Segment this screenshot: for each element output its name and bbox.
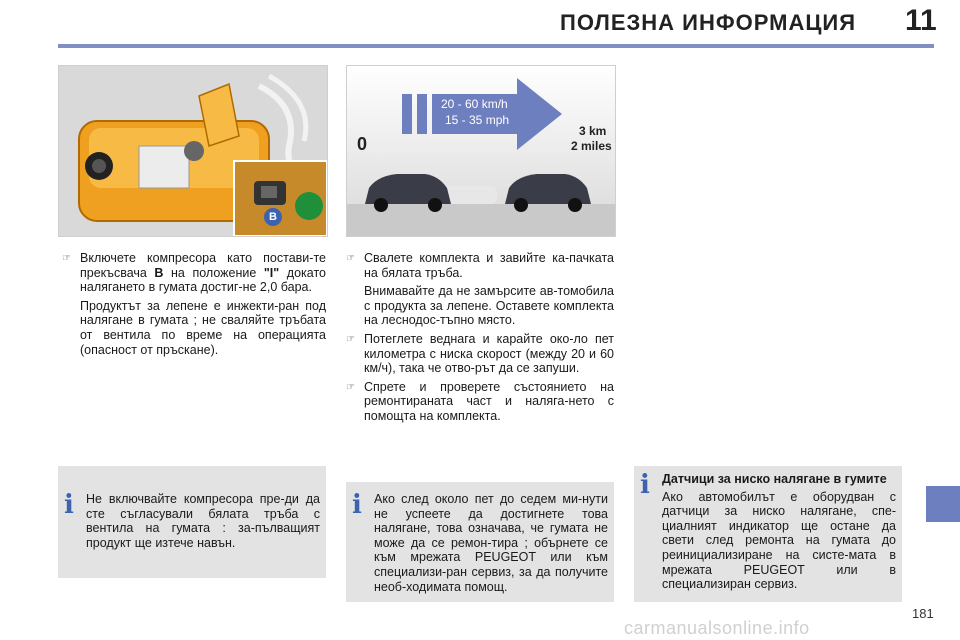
info-box-pressure-help: i Ако след около пет до седем ми-нути не успеете да достигнете това налягане, това означава, че гумата не може да се ремон-тира ; обърнете се към мрежата PEUGEOT или към специализи-ран сервиз, за да получите необ-ходимата помощ.	[346, 482, 614, 602]
distance-start-label: 0	[357, 134, 368, 154]
pointing-hand-icon: ☞	[346, 381, 355, 393]
box-body: Ако автомобилът е оборудван с датчици за ниско налягане, спе-циалният индикатор ще остане да свети след ремонта на гумата до реинициализиране на систе-мата в мрежата PEUGEOT или в специализиран сервиз.	[662, 489, 896, 592]
paragraph: Продуктът за лепене е инжекти-ран под налягане в гумата ; не сваляйте тръбата от вентила по време на операцията (опасност от пръскане).	[80, 298, 326, 357]
distance-miles-label: 2 miles	[571, 139, 612, 153]
box-title: Датчици за ниско налягане в гумите	[662, 472, 887, 486]
info-icon: i	[640, 470, 650, 500]
switch-label-b: B	[264, 208, 282, 226]
info-icon: i	[64, 490, 74, 520]
driving-distance-figure	[346, 65, 616, 237]
paragraph: Внимавайте да не замърсите ав-томобила с продукта за лепене. Оставете комплекта на леснодос-тъпно място.	[364, 284, 614, 328]
info-box-compressor-warning: i Не включвайте компресора пре-ди да сте съгласували бялата тръба с вентила на гумата : за-пълващият продукт ще изтече навън.	[58, 466, 326, 578]
chapter-number: 11	[905, 4, 937, 37]
watermark: carmanualsonline.info	[624, 618, 810, 638]
page-number: 181	[912, 606, 934, 621]
list-item: ☞ Спрете и проверете състоянието на ремонтираната част и наляга-нето с помощта на комплекта.	[346, 379, 614, 423]
middle-instructions	[346, 251, 614, 428]
info-icon: i	[352, 490, 362, 520]
page-header-title: ПОЛЕЗНА ИНФОРМАЦИЯ	[560, 10, 857, 35]
pointing-hand-icon: ☞	[346, 333, 355, 345]
speed-mph-label: 15 - 35 mph	[445, 113, 510, 127]
pointing-hand-icon: ☞	[346, 253, 355, 264]
compressor-kit-illustration	[59, 66, 327, 236]
list-item: ☞ Включете компресора като постави-те прекъсвача B на положение "I" докато налягането в гумата достиг-не 2,0 бара.	[62, 251, 326, 295]
header-rule	[58, 44, 934, 48]
speed-kmh-label: 20 - 60 km/h	[441, 97, 508, 111]
left-instructions	[62, 251, 326, 361]
distance-km-label: 3 km	[579, 124, 607, 138]
pointing-hand-icon: ☞	[62, 253, 71, 264]
chapter-side-tab	[926, 486, 960, 522]
list-item: ☞ Свалете комплекта и завийте ка-пачката на бялата тръба.	[346, 251, 614, 280]
list-item: ☞ Потеглете веднага и карайте око-ло пет километра с ниска скорост (между 20 и 60 км/ч), така че отво-рът да се запуши.	[346, 331, 614, 376]
compressor-kit-figure	[58, 65, 328, 237]
info-box-pressure-sensors	[634, 466, 902, 602]
